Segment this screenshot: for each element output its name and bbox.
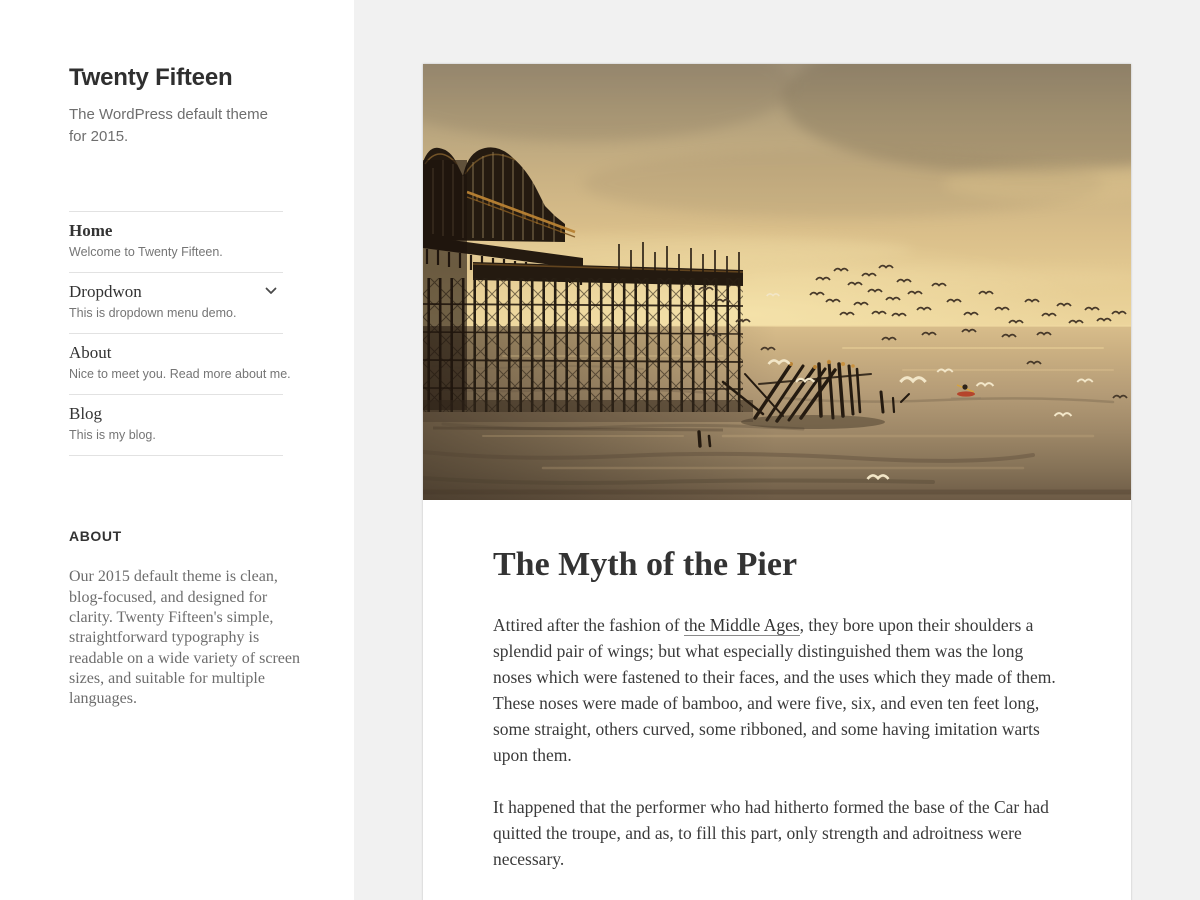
post-card [423, 64, 1131, 900]
chevron-down-icon [265, 287, 277, 295]
main-nav [69, 211, 291, 456]
post-title: The Myth of the Pier [493, 546, 798, 583]
about-widget [69, 528, 309, 709]
featured-image [423, 64, 1131, 500]
nav-item-dropdown [69, 272, 283, 333]
sidebar-inner [0, 0, 354, 709]
pier-sunset-photo [423, 64, 1131, 500]
post-paragraph-2: It happened that the performer who had hitherto formed the base of the Car had quitted the troupe, and as, to fill this part, only strength and adroitness were necessary. [493, 797, 1049, 870]
nav-desc-blog: This is my blog. [69, 428, 156, 443]
nav-item-blog [69, 394, 283, 455]
middle-ages-link[interactable]: the Middle Ages [683, 615, 800, 636]
p1-before-link: Attired after the fashion of [493, 615, 684, 636]
post-paragraph-1 [493, 612, 1065, 768]
nav-desc-dropdown: This is dropdown menu demo. [69, 306, 237, 321]
main-nav-list [69, 211, 291, 456]
nav-item-about [69, 333, 291, 394]
nav-link-about[interactable]: About [69, 343, 112, 363]
nav-item-home [69, 211, 283, 272]
about-widget-title: ABOUT [69, 528, 122, 545]
p1-after-link: , they bore upon their shoulders a splendid pair of wings; but what especially distinguished them was the long noses which were fastened to their faces, and the uses which they made of them. These noses were made of bamboo, and were five, six, and even ten feet long, some straight, others curved, some ribboned, and some having imitation warts upon them. [493, 615, 1056, 766]
nav-link-dropdown[interactable]: Dropdwon [69, 282, 142, 302]
nav-desc-about: Nice to meet you. Read more about me. [69, 367, 291, 382]
sidebar [0, 0, 354, 900]
site-title[interactable]: Twenty Fifteen [69, 64, 233, 91]
entry-content [423, 500, 1131, 872]
site-tagline: The WordPress default theme for 2015. [69, 105, 268, 145]
about-widget-text: Our 2015 default theme is clean, blog-focused, and designed for clarity. Twenty Fifteen's simple, straightforward typography is readable on a wide variety of screen sizes, and suitable for multiple languages. [69, 568, 300, 708]
nav-link-blog[interactable]: Blog [69, 404, 103, 424]
nav-desc-home: Welcome to Twenty Fifteen. [69, 245, 223, 260]
dropdown-toggle-button[interactable] [263, 285, 279, 297]
nav-link-home[interactable]: Home [69, 221, 113, 241]
content-area [354, 0, 1200, 900]
